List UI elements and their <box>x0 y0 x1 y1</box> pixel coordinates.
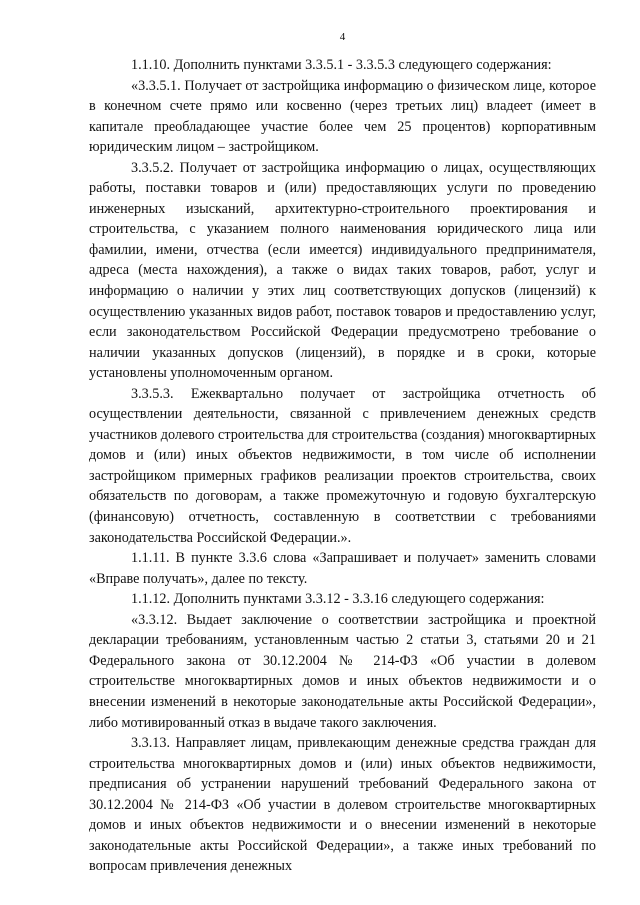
paragraph-3-3-12: «3.3.12. Выдает заключение о соответствии застройщика и проектной декларации требованиям, установленным частью 2 статьи 3, статьями 20 и 21 Федерального закона от 30.12.2004 № 214-ФЗ «Об участии в долевом строительстве многоквартирных домов и иных объектов недвижимости и о внесении изменений в некоторые законодательные акты Российской Федерации», либо мотивированный отказ в выдаче такого заключения. <box>89 611 596 731</box>
paragraph-3-3-5-3: 3.3.5.3. Ежеквартально получает от застройщика отчетность об осуществлении деятельности, связанной с привлечением денежных средств участников долевого строительства для строительства (создания) многоквартирных домов и (или) иных объектов недвижимости, в том числе об исполнении застройщиком примерных графиков реализации проектов строительства, своих обязательств по договорам, а также промежуточную и годовую бухгалтерскую (финансовую) отчетность, составленную в соответствии с требованиями законодательства Российской Федерации.». <box>89 385 596 546</box>
paragraph-3-3-13: 3.3.13. Направляет лицам, привлекающим денежные средства граждан для строительства многоквартирных домов и (или) иных объектов недвижимости, предписания об устранении нарушений требований Федерального закона от 30.12.2004 № 214-ФЗ «Об участии в долевом строительстве многоквартирных домов и иных объектов недвижимости и о внесении изменений в некоторые законодательные акты Российской Федерации», а также иных требований по вопросам привлечения денежных <box>89 735 596 875</box>
paragraph-3-3-5-1: «3.3.5.1. Получает от застройщика информацию о физическом лице, которое в конечном счете прямо или косвенно (через третьих лиц) владеет (имеет в капитале преобладающее участие более чем 25 процентов) корпоративным юридическим лицом – застройщиком. <box>89 77 596 156</box>
paragraph-1-1-12: 1.1.12. Дополнить пунктами 3.3.12 - 3.3.16 следующего содержания: <box>131 591 545 608</box>
paragraph-1-1-10: 1.1.10. Дополнить пунктами 3.3.5.1 - 3.3.5.3 следующего содержания: <box>131 57 552 73</box>
page-number: 4 <box>339 31 346 43</box>
paragraph-3-3-5-2: 3.3.5.2. Получает от застройщика информацию о лицах, осуществляющих работы, поставки товаров и (или) предоставляющих услуги по проведению инженерных изысканий, архитектурно-строительного проектирования и строительства, с указанием полного наименования юридического лица или фамилии, имени, отчества (если имеется) индивидуального предпринимателя, адреса (места нахождения), а также о видах таких товаров, работ, услуг и информацию о наличии у этих лиц соответствующих допусков (лицензий) к осуществлению указанных видов работ, поставок товаров и предоставлению услуг, если законодательством Российской Федерации предусмотрено требование о наличии указанных допусков (лицензий), в порядке и в сроки, которые установлены уполномоченным органом. <box>89 159 596 382</box>
paragraph-1-1-11: 1.1.11. В пункте 3.3.6 слова «Запрашивает и получает» заменить словами «Вправе получать», далее по тексту. <box>89 550 596 587</box>
document-page <box>89 30 596 877</box>
